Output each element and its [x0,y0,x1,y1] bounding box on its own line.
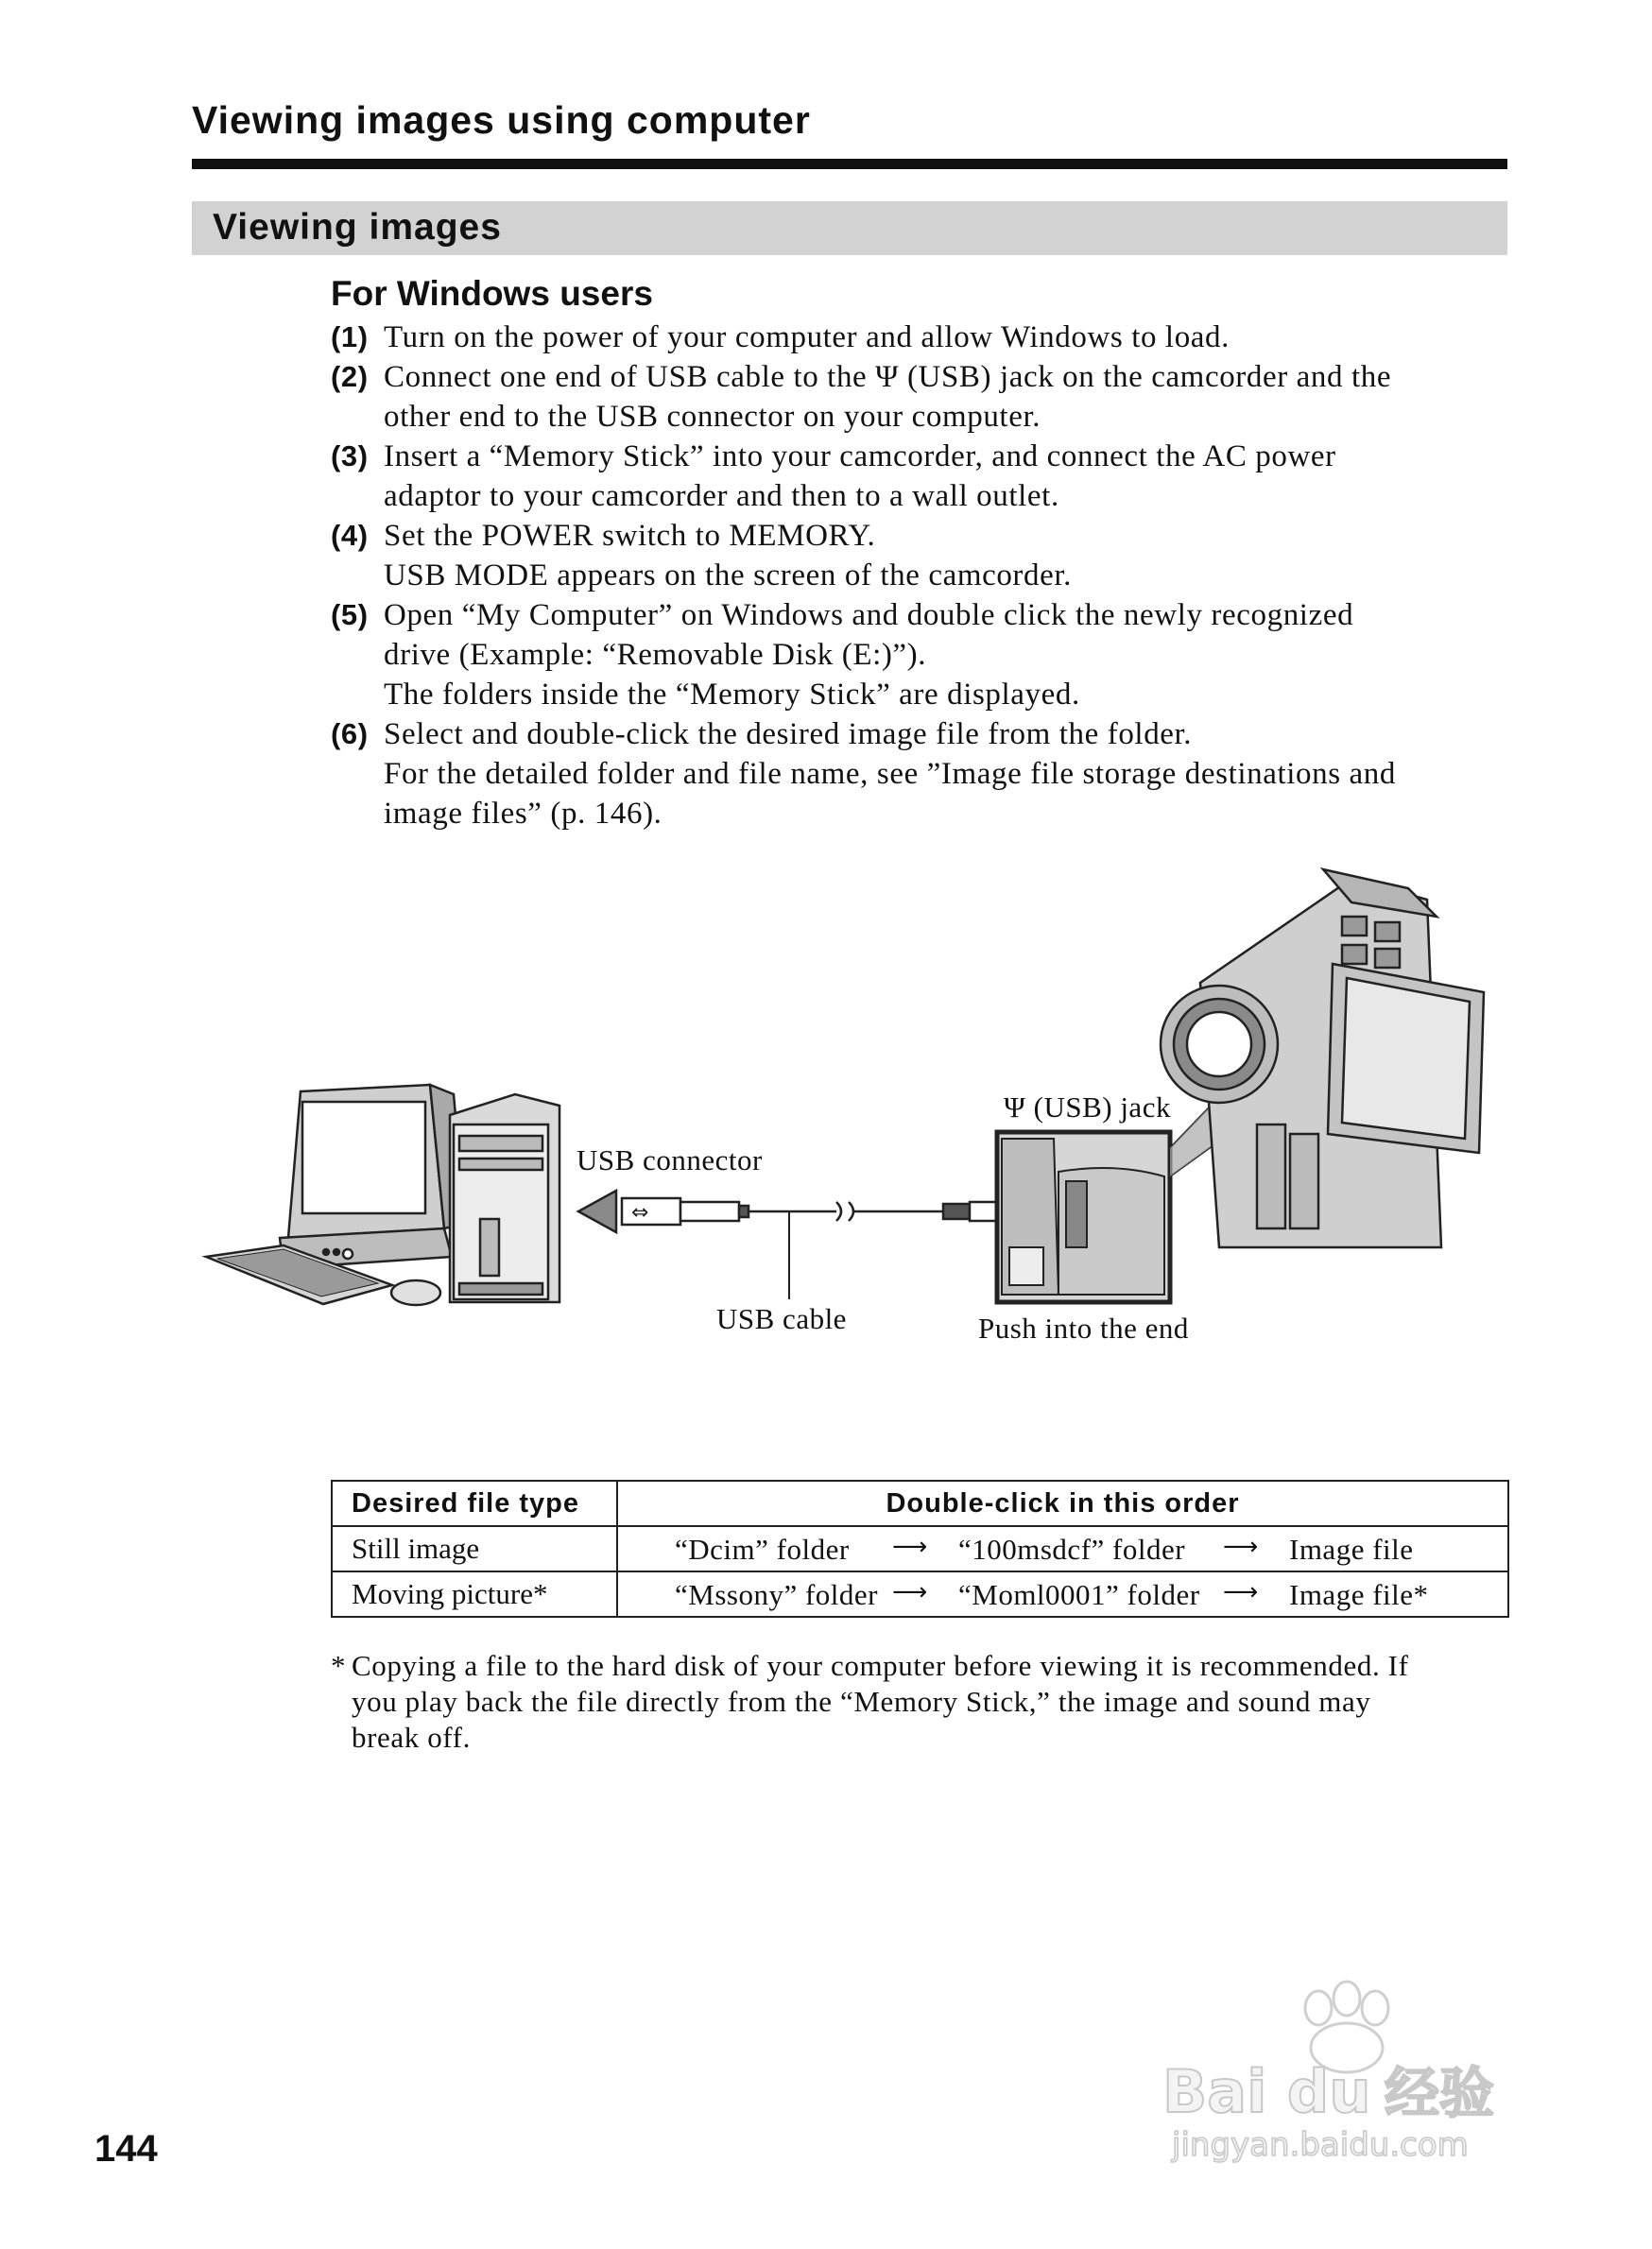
table-cell-type: Still image [332,1526,617,1571]
step-number: (5) [331,598,369,631]
step-number: (1) [331,320,369,353]
footnote-line: break off. [352,1721,471,1754]
step-2 [331,357,1512,437]
file-order-table [331,1480,1509,1618]
step-text: Turn on the power of your computer and allow Windows to load. [384,320,1230,354]
arrow-right-icon: ⟶ [892,1578,928,1606]
camcorder-illustration [1161,869,1484,1247]
usb-connector-label: USB connector [576,1143,763,1176]
arrow-to-computer-icon [578,1191,616,1232]
footnote-line: Copying a file to the hard disk of your computer before viewing it is recommended. If [352,1649,1409,1682]
usb-cable-label: USB cable [716,1302,847,1335]
step-text: The folders inside the “Memory Stick” are displayed. [384,678,1080,712]
table-header-cell: Desired file type [332,1481,617,1526]
baidu-watermark-logo [1153,1970,1559,2169]
table-header-row [332,1481,1508,1526]
usb-jack-label: Ψ (USB) jack [1004,1090,1171,1124]
watermark-brand: Bai du [1162,2057,1371,2126]
table-cell-order [617,1526,1508,1571]
section-title: Viewing images [213,207,502,248]
footnote [331,1648,1512,1756]
step-number: (6) [331,717,369,750]
order-step: Image file* [1289,1578,1429,1611]
arrow-right-icon: ⟶ [892,1533,928,1561]
order-step: “Moml0001” folder [958,1578,1200,1611]
step-text: image files” (p. 146). [384,797,663,831]
computer-illustration [206,1085,559,1305]
diagram-illustration [0,850,1652,1380]
table-cell-type: Moving picture* [332,1571,617,1617]
usb-connection-diagram [0,850,1652,1380]
step-text: other end to the USB connector on your computer. [384,400,1041,434]
step-text: Set the POWER switch to MEMORY. [384,519,876,553]
order-step: “Dcim” folder [675,1533,850,1566]
footnote-line: you play back the file directly from the “Memory Stick,” the image and sound may [352,1685,1371,1718]
page-header-title: Viewing images using computer [192,98,811,142]
usb-cable-illustration [578,1191,1060,1299]
step-number: (4) [331,519,369,552]
step-1 [331,318,1512,357]
table-row [332,1571,1508,1617]
push-into-end-label: Push into the end [978,1312,1189,1345]
step-number: (2) [331,360,369,393]
step-3 [331,437,1512,516]
svg-text:⇔: ⇔ [631,1201,649,1225]
arrow-right-icon: ⟶ [1223,1533,1259,1561]
subheading-windows-users: For Windows users [331,274,653,313]
steps-list [331,318,1512,833]
step-text: adaptor to your camcorder and then to a wall outlet. [384,479,1059,513]
order-step: Image file [1289,1533,1414,1566]
step-text: USB MODE appears on the screen of the camcorder. [384,558,1072,592]
watermark-url: jingyan.baidu.com [1172,2126,1469,2164]
order-step: “100msdcf” folder [958,1533,1186,1566]
watermark-cn: 经验 [1385,2061,1495,2125]
table-header-cell: Double-click in this order [617,1481,1508,1526]
step-number: (3) [331,439,369,472]
step-text: Select and double-click the desired image file from the folder. [384,717,1193,751]
section-bar [192,201,1507,255]
step-4 [331,516,1512,595]
step-text: Connect one end of USB cable to the Ψ (USB) jack on the camcorder and the [384,360,1392,394]
table-row [332,1526,1508,1571]
step-text: For the detailed folder and file name, see ”Image file storage destinations and [384,757,1396,791]
step-text: drive (Example: “Removable Disk (E:)”). [384,638,927,672]
page-number: 144 [95,2128,158,2170]
table-cell-order [617,1571,1508,1617]
step-text: Insert a “Memory Stick” into your camcorder, and connect the AC power [384,439,1336,473]
step-5 [331,595,1512,714]
step-6 [331,714,1512,833]
order-step: “Mssony” folder [675,1578,878,1611]
paw-icon [1153,1970,1559,2169]
header-rule [192,159,1507,169]
footnote-mark: * [331,1649,347,1682]
arrow-right-icon: ⟶ [1223,1578,1259,1606]
step-text: Open “My Computer” on Windows and double click the newly recognized [384,598,1354,632]
